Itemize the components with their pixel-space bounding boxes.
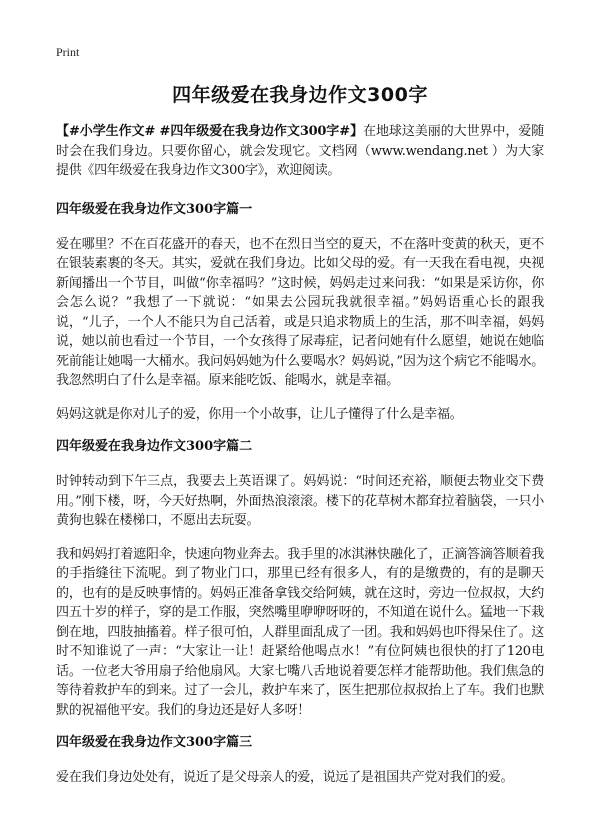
section-3-paragraph-1: 爱在我们身边处处有，说近了是父母亲人的爱，说远了是祖国共产党对我们的爱。	[56, 770, 514, 785]
article-body	[56, 122, 544, 802]
section-1-paragraph-1: 爱在哪里？不在百花盛开的春天，也不在烈日当空的夏天，不在落叶变黄的秋天，更不在银装素裹的冬天。其实，爱就在我们身边。比如父母的爱。有一天我在看电视，央视新闻播出一个节目，叫做“你幸福吗？”这时候，妈妈走过来问我：“如果是采访你，你会怎么说？”我想了一下就说：“如果去公园玩我就很幸福。”妈妈语重心长的跟我说，“儿子，一个人不能只为自己活着，或是只追求物质上的生活，那不叫幸福，妈妈说，她以前也看过一个节目，一个女孩得了尿毒症，记者问她有什么愿望，她说在她临死前能让她喝一大桶水。我问妈妈她为什么要喝水？妈妈说，”因为这个病它不能喝水。我忽然明白了什么是幸福。原来能吃饭、能喝水，就是幸福。	[56, 236, 544, 388]
print-label: Print	[56, 45, 80, 59]
intro-paragraph	[56, 122, 544, 181]
intro-tag: 【#小学生作文# #四年级爱在我身边作文300字#】	[56, 124, 364, 139]
section-1-paragraph-2: 妈妈这就是你对儿子的爱，你用一个小故事，让儿子懂得了什么是幸福。	[56, 406, 463, 422]
section-2-paragraph-2: 我和妈妈打着遮阳伞，快速向物业奔去。我手里的冰淇淋快融化了，正滴答滴答顺着我的手指缝往下流呢。到了物业门口，那里已经有很多人，有的是缴费的，有的是聊天的，也有的是反映事情的。妈妈正准备拿钱交给阿姨，就在这时，旁边一位叔叔，大约四五十岁的样子，穿的是工作服，突然嘴里咿咿呀呀的，不知道在说什么。猛地一下栽倒在地，四肢抽搐着。样子很可怕，人群里面乱成了一团。我和妈妈也吓得呆住了。这时不知谁说了一声：“大家让一让！赶紧给他喝点水！”有位阿姨也很快的打了120电话。一位老大爷用扇子给他扇风。大家七嘴八舌地说着要怎样才能帮助他。我们焦急的等待着救护车的到来。过了一会儿，救护车来了，医生把那位叔叔抬上了车。我们也默默的祝福他平安。我们的身边还是好人多呀！	[56, 546, 544, 718]
page-title: 四年级爱在我身边作文300字	[172, 84, 428, 106]
intro-text: 在地球这美丽的大世界中，爱随时会在我们身边。只要你留心，就会发现它。文档网（www.wendang.net ）为大家提供《四年级爱在我身边作文300字》，欢迎阅读。	[56, 124, 544, 178]
section-heading-2: 四年级爱在我身边作文300字篇二	[56, 439, 253, 454]
section-heading-1: 四年级爱在我身边作文300字篇一	[56, 201, 253, 217]
section-2-paragraph-1: 时钟转动到下午三点，我要去上英语课了。妈妈说：“时间还充裕，顺便去物业交下费用。”刚下楼，呀，今天好热啊，外面热浪滚滚。楼下的花草树木都耷拉着脑袋，一只小黄狗也躲在楼梯口，不愿出去玩耍。	[56, 474, 544, 528]
section-heading-3: 四年级爱在我身边作文300字篇三	[56, 735, 253, 750]
